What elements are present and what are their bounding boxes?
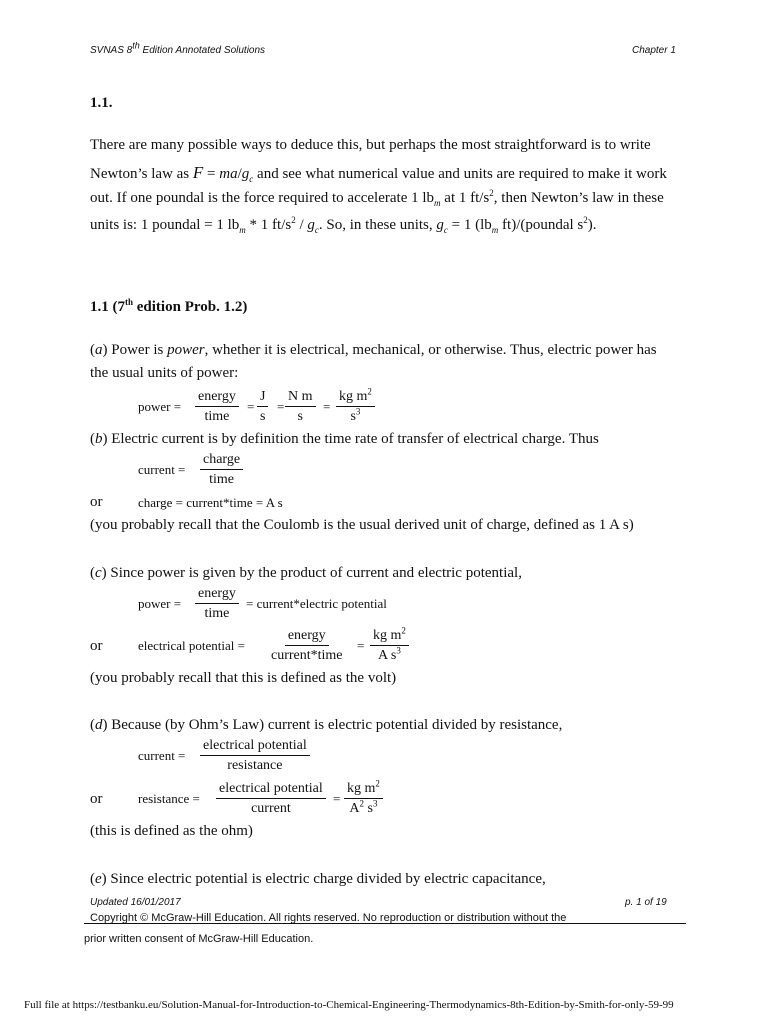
note-coulomb: (you probably recall that the Coulomb is the usual derived unit of charge, defined as 1 A s) — [90, 517, 634, 533]
copyright-line: Copyright © McGraw-Hill Education. All rights reserved. No reproduction or distribution without the — [90, 912, 567, 924]
paragraph-line: out. If one poundal is the force required to accelerate 1 $lb_m$ at 1 $ft/s^2$, then Newton’s law in these — [90, 188, 664, 208]
footer-rule — [84, 923, 686, 924]
equals-sign: = — [357, 638, 365, 653]
fraction-potential-resistance: electrical potential resistance — [200, 739, 310, 773]
note-volt: (you probably recall that this is defined as the volt) — [90, 670, 397, 686]
part-c-line: (c) Since power is given by the product of current and electric potential, — [90, 565, 522, 581]
equation-lhs: power = — [138, 596, 182, 611]
paragraph-line: units is: 1 poundal = 1 $lb_m * 1$ $ft/s^2 / g_c$. So, in these units, $g_c = 1$ ($lb_m$ ft)/(poundal $s^2$). — [90, 215, 597, 235]
fraction-potential-current: electrical potential current — [216, 782, 326, 816]
section-title-1-1: 1.1. — [90, 95, 113, 111]
updated-date: Updated 16/01/2017 — [90, 897, 181, 908]
fraction-j-s: $\frac{J}{s}$ — [257, 390, 268, 424]
fraction-energy-current-time: energy current*time — [271, 628, 343, 663]
equals-sign: = — [323, 399, 331, 414]
part-d-line: (d) Because (by Ohm’s Law) current is electric potential divided by resistance, — [90, 717, 563, 733]
equation-lhs: current = — [138, 748, 186, 763]
paragraph-line: Newton’s law as $F = ma/g_c$ and see what numerical value and units are required to make it work — [90, 163, 667, 184]
equals-sign: = — [333, 791, 341, 806]
equation-charge: charge = current*time = A s — [138, 495, 283, 510]
part-e-line: (e) Since electric potential is electric charge divided by electric capacitance, — [90, 871, 546, 887]
equals-sign: = — [277, 399, 285, 414]
part-b-line: (b) Electric current is by definition the time rate of transfer of electrical charge. Thus — [90, 431, 599, 447]
page-number: p. 1 of 19 — [625, 897, 667, 908]
equals-sign: = — [247, 399, 255, 414]
or-label: or — [90, 638, 103, 654]
equation-lhs: electrical potential = — [138, 638, 245, 653]
or-label: or — [90, 494, 103, 510]
running-header-left: SVNAS 8th Edition Annotated Solutions — [90, 40, 266, 56]
equation-lhs: resistance = — [138, 791, 200, 806]
fraction-kgm2-s3: $\frac{kg m^2}{s^3}$ — [336, 390, 375, 424]
equation-rhs: = current*electric potential — [246, 596, 387, 611]
fraction-kgm2-as3: $\frac{kg m^2}{A s^3}$ — [370, 629, 409, 663]
part-a-line: (a) Power is power, whether it is electrical, mechanical, or otherwise. Thus, electric power has — [90, 342, 657, 358]
fraction-kgm2-a2s3: $\frac{kg m^2}{A^2 s^3}$ — [344, 782, 383, 816]
part-a-line: the usual units of power: — [90, 365, 239, 381]
fraction-nm-s: $\frac{\text{N m}}{s}$ — [285, 390, 316, 424]
note-ohm: (this is defined as the ohm) — [90, 823, 253, 839]
or-label: or — [90, 791, 103, 807]
running-header-chapter: Chapter 1 — [632, 45, 676, 56]
section-title-7th-edition: 1.1 (7th edition Prob. 1.2) — [90, 297, 248, 315]
equation-lhs: current = — [138, 462, 186, 477]
equation-lhs: power = — [138, 399, 182, 414]
fraction-energy-time: energy time — [195, 587, 239, 621]
fraction-energy-time: energy time — [195, 390, 239, 424]
copyright-line: prior written consent of McGraw-Hill Education. — [84, 933, 314, 945]
full-file-link[interactable]: Full file at https://testbanku.eu/Solution-Manual-for-Introduction-to-Chemical-Engineering-Thermodynamics-8th-Edition-by-Smith-for-only-59-99 — [24, 999, 674, 1011]
paragraph-line: There are many possible ways to deduce this, but perhaps the most straightforward is to write — [90, 137, 651, 153]
fraction-charge-time: charge time — [200, 453, 243, 487]
